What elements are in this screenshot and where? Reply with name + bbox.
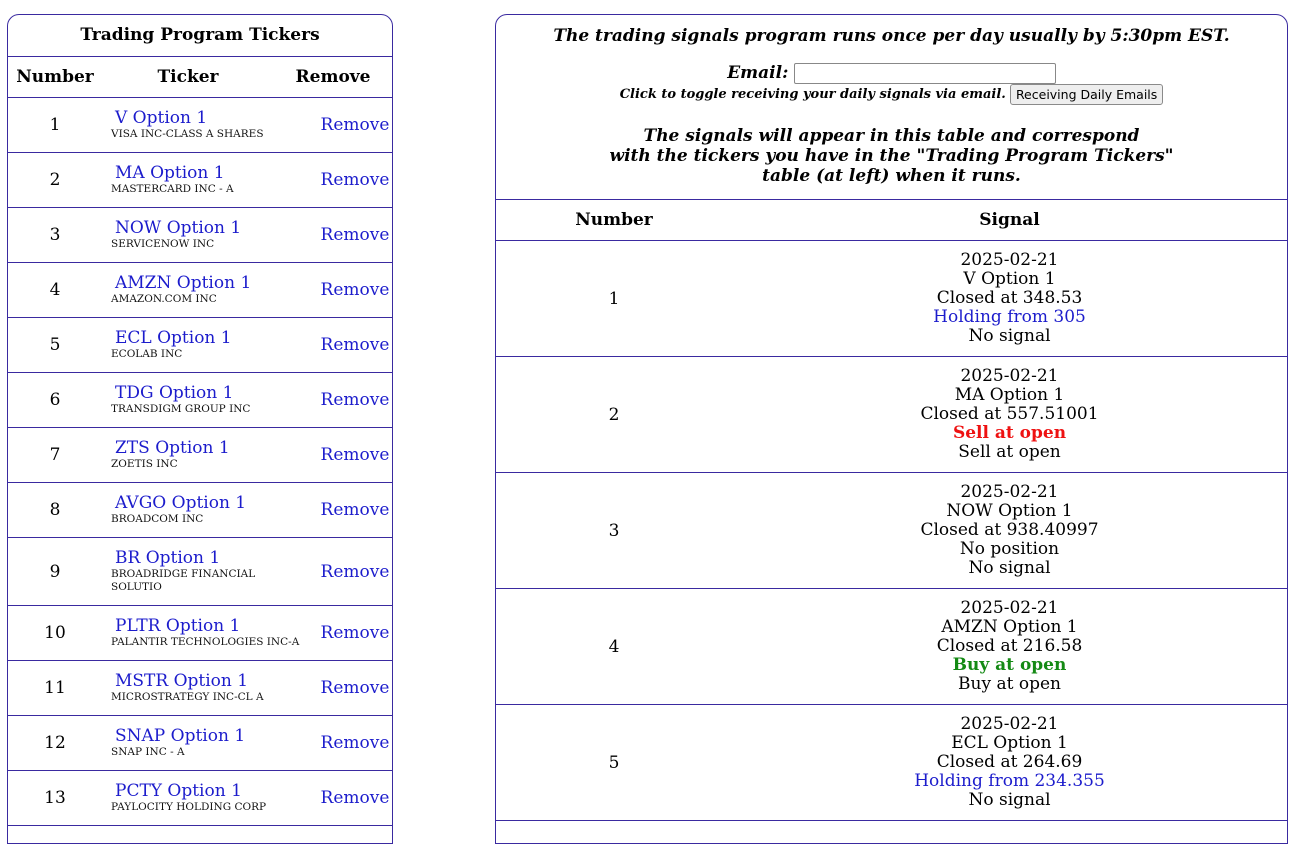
table-row [8,318,392,373]
remove-cell [305,445,393,465]
signal-result: No signal [968,558,1051,578]
table-row [8,263,392,318]
remove-link[interactable]: Remove [320,788,390,808]
signal-closed: Closed at 264.69 [936,752,1083,772]
ticker-cell [102,617,305,649]
remove-link[interactable]: Remove [320,445,390,465]
ticker-link[interactable]: MA Option 1 [115,163,225,183]
row-number: 1 [608,288,620,309]
signal-closed: Closed at 348.53 [936,288,1083,308]
remove-cell [305,500,393,520]
header-ticker: Ticker [157,67,219,87]
row-number: 7 [49,445,61,465]
table-row [8,606,392,661]
table-row [496,241,1287,357]
signal-closed: Closed at 216.58 [936,636,1083,656]
remove-link[interactable]: Remove [320,170,390,190]
company-name: ZOETIS INC [111,458,178,470]
remove-cell [305,115,393,135]
company-name: SERVICENOW INC [111,238,215,250]
table-row [8,98,392,153]
signal-ticker: MA Option 1 [954,385,1065,405]
table-row [8,153,392,208]
table-row [496,473,1287,589]
signal-closed: Closed at 938.40997 [920,520,1099,540]
signal-status: No position [959,539,1060,559]
email-field[interactable] [794,63,1056,84]
email-label: Email: [727,63,789,83]
remove-cell [305,390,393,410]
signal-cell [732,599,1287,694]
signals-note-line-2: with the tickers you have in the "Trading Program Tickers" [609,146,1174,166]
remove-cell [305,788,393,808]
signal-cell [732,715,1287,810]
company-name: ECOLAB INC [111,348,183,360]
ticker-cell [102,727,305,759]
remove-cell [305,225,393,245]
ticker-link[interactable]: PLTR Option 1 [115,616,241,636]
row-number: 5 [49,335,61,355]
signal-result: No signal [968,790,1051,810]
signal-date: 2025-02-21 [960,598,1059,618]
ticker-cell [102,494,305,526]
ticker-link[interactable]: V Option 1 [115,108,208,128]
table-row [8,771,392,826]
ticker-link[interactable]: ECL Option 1 [115,328,232,348]
company-name: PALANTIR TECHNOLOGIES INC-A [111,636,300,648]
signals-note [496,126,1287,186]
table-row [496,705,1287,821]
signals-note-line-3: table (at left) when it runs. [762,166,1021,186]
ticker-cell [102,384,305,416]
ticker-cell [102,782,305,814]
row-number: 13 [44,788,66,808]
remove-link[interactable]: Remove [320,678,390,698]
ticker-cell [102,109,305,141]
remove-link[interactable]: Remove [320,500,390,520]
ticker-link[interactable]: AVGO Option 1 [115,493,247,513]
signals-panel [495,14,1288,844]
remove-cell [305,280,393,300]
remove-cell [305,170,393,190]
run-schedule-note: The trading signals program runs once per day usually by 5:30pm EST. [553,26,1230,46]
row-number: 8 [49,500,61,520]
row-number: 6 [49,390,61,410]
signal-status: Holding from 305 [933,307,1086,327]
row-number: 9 [49,561,61,582]
company-name: AMAZON.COM INC [111,293,217,305]
ticker-cell [102,164,305,196]
company-name: SNAP INC - A [111,746,185,758]
signal-result: No signal [968,326,1051,346]
table-row [8,538,392,606]
ticker-link[interactable]: NOW Option 1 [115,218,242,238]
remove-cell [305,623,393,643]
row-number: 12 [44,733,66,753]
signal-date: 2025-02-21 [960,250,1059,270]
signal-status: Sell at open [952,423,1067,443]
row-number: 4 [49,280,61,300]
signal-date: 2025-02-21 [960,482,1059,502]
ticker-cell [102,549,305,594]
ticker-cell [102,439,305,471]
remove-cell [305,733,393,753]
signal-cell [732,483,1287,578]
signal-ticker: V Option 1 [963,269,1056,289]
email-row [496,62,1287,84]
remove-link[interactable]: Remove [320,733,390,753]
ticker-cell [102,219,305,251]
row-number: 2 [49,170,61,190]
row-number: 10 [44,623,66,643]
ticker-cell [102,672,305,704]
row-number: 2 [608,404,620,425]
company-name: MASTERCARD INC - A [111,183,234,195]
ticker-link[interactable]: MSTR Option 1 [115,671,249,691]
company-name: VISA INC-CLASS A SHARES [111,128,264,140]
signal-cell [732,251,1287,346]
signals-table-header [496,200,1287,241]
table-row [8,661,392,716]
company-name: MICROSTRATEGY INC-CL A [111,691,264,703]
ticker-cell [102,274,305,306]
tickers-table-header [8,57,392,98]
trading-program-tickers-panel [7,14,393,844]
remove-link[interactable]: Remove [320,335,390,355]
table-row [496,357,1287,473]
ticker-link[interactable]: ZTS Option 1 [115,438,230,458]
table-row [8,428,392,483]
signals-note-line-1: The signals will appear in this table and correspond [643,126,1140,146]
signal-status: Holding from 234.355 [914,771,1105,791]
receiving-daily-emails-button[interactable]: Receiving Daily Emails [1010,84,1163,105]
remove-link[interactable]: Remove [320,390,390,410]
table-row [8,483,392,538]
remove-link[interactable]: Remove [320,115,390,135]
remove-link[interactable]: Remove [320,623,390,643]
row-number: 1 [49,115,61,135]
signal-status: Buy at open [952,655,1067,675]
tickers-panel-title: Trading Program Tickers [8,15,392,57]
row-number: 3 [608,520,620,541]
remove-cell [305,335,393,355]
signal-date: 2025-02-21 [960,366,1059,386]
header-remove: Remove [295,67,371,87]
ticker-link[interactable]: TDG Option 1 [115,383,234,403]
ticker-link[interactable]: AMZN Option 1 [115,273,252,293]
remove-link[interactable]: Remove [320,225,390,245]
table-row [8,716,392,771]
signal-date: 2025-02-21 [960,714,1059,734]
company-name: BROADCOM INC [111,513,204,525]
signals-info-block [496,15,1287,200]
table-row [496,589,1287,705]
signal-ticker: NOW Option 1 [946,501,1073,521]
signal-ticker: AMZN Option 1 [941,617,1078,637]
row-number: 4 [608,636,620,657]
row-number: 11 [44,678,66,698]
ticker-link[interactable]: BR Option 1 [115,548,221,568]
toggle-row [496,84,1287,106]
remove-cell [305,562,393,582]
row-number: 3 [49,225,61,245]
toggle-note: Click to toggle receiving your daily signals via email. [619,87,1006,102]
signal-result: Sell at open [958,442,1061,462]
signal-cell [732,367,1287,462]
header-signal: Signal [979,210,1040,230]
row-number: 5 [608,752,620,773]
header-number: Number [575,210,653,230]
remove-link[interactable]: Remove [320,561,390,582]
table-row [8,373,392,428]
table-row [8,208,392,263]
signal-ticker: ECL Option 1 [951,733,1068,753]
header-number: Number [16,67,94,87]
remove-link[interactable]: Remove [320,280,390,300]
ticker-link[interactable]: SNAP Option 1 [115,726,246,746]
signal-closed: Closed at 557.51001 [920,404,1099,424]
company-name: TRANSDIGM GROUP INC [111,403,251,415]
company-name: BROADRIDGE FINANCIAL SOLUTIO [111,568,256,593]
signal-result: Buy at open [958,674,1061,694]
remove-cell [305,678,393,698]
ticker-cell [102,329,305,361]
company-name: PAYLOCITY HOLDING CORP [111,801,267,813]
ticker-link[interactable]: PCTY Option 1 [115,781,242,801]
